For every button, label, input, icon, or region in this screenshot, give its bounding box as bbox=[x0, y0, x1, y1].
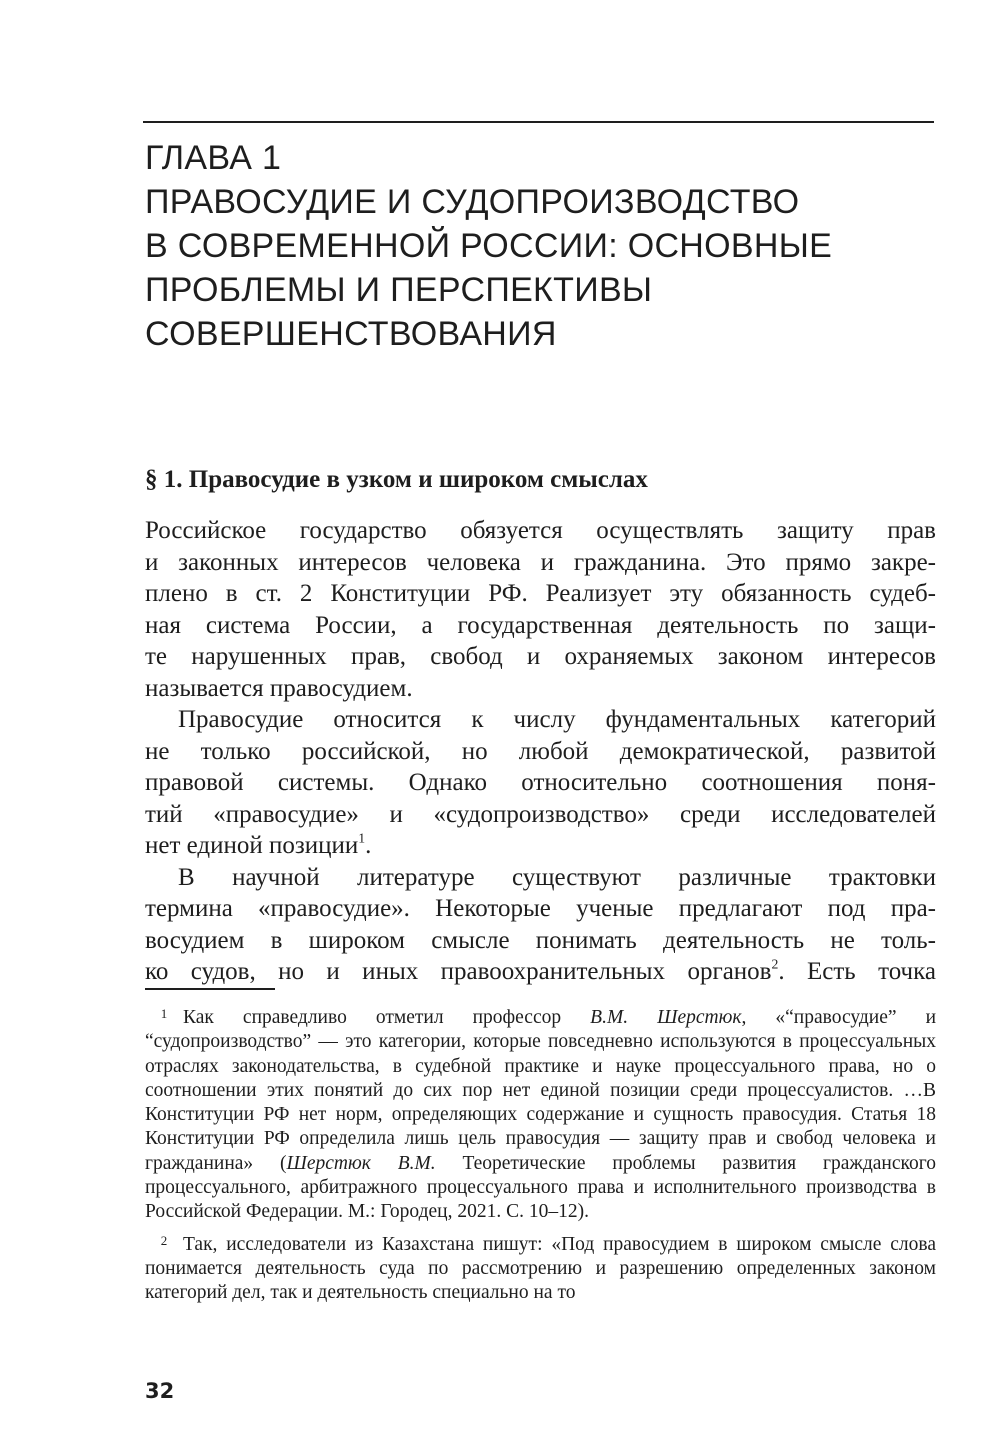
chapter-title-line: ПРОБЛЕМЫ И ПЕРСПЕКТИВЫ bbox=[145, 271, 653, 309]
text-line: правовой системы. Однако относительно соотношения поня- bbox=[145, 769, 936, 796]
chapter-title-line: ГЛАВА 1 bbox=[145, 139, 282, 177]
footnote-author: В.М. Шерстюк bbox=[590, 1007, 742, 1028]
footnote-text: Так, исследователи из Казахстана пишут: «Под правосудием в широком смысле слова понимается деятельность суда по рассмотрению и разрешению определенных законом категорий дел, так и деятельность специально на то bbox=[145, 1233, 936, 1304]
text-line: Российское государство обязуется осуществлять защиту прав bbox=[145, 517, 936, 544]
footnote-text: , «“правосудие” и “судопроизводство” — это категории, которые повседневно используются в процессуальных отраслях законодательства, в судебной практике и науке процессуального права, но о соотношении этих понятий до сих пор нет единой позиции среди процессуалистов. …В Конституции РФ нет норм, определяющих содержание и сущность правосудия. Статья 18 Конституции РФ определила лишь цель правосудия — защиту прав и свобод человека и гражданина» ( bbox=[145, 1007, 937, 1174]
text-line bbox=[145, 956, 936, 988]
text-line: плено в ст. 2 Конституции РФ. Реализует эту обязанность судеб- bbox=[145, 580, 936, 607]
paragraph-1 bbox=[145, 515, 936, 704]
section-heading: § 1. Правосудие в узком и широком смыслах bbox=[145, 466, 648, 493]
footnote-cite-author: Шерстюк В.М. bbox=[286, 1152, 436, 1174]
chapter-title-line: В СОВРЕМЕННОЙ РОССИИ: ОСНОВНЫЕ bbox=[145, 227, 833, 265]
text-line: В научной литературе существуют различные трактовки bbox=[178, 863, 936, 891]
text-line: восудием в широком смысле понимать деятельность не толь- bbox=[145, 926, 936, 954]
text-line: термина «правосудие». Некоторые ученые предлагают под пра- bbox=[145, 895, 936, 922]
footnotes bbox=[145, 1006, 936, 1306]
footnote-separator bbox=[145, 988, 275, 990]
chapter-title-line: СОВЕРШЕНСТВОВАНИЯ bbox=[145, 315, 557, 353]
text-line bbox=[145, 830, 936, 862]
footnote-1: 1 Как справедливо отметил профессор В.М. Шерстюк, «“правосудие” и “судопроизводство” — это категории, которые повседневно используются в процессуальных отраслях законодательства, в судебной практике и науке процессуального права, но о соотношении этих понятий до сих пор нет единой позиции среди процессуалистов. …В Конституции РФ нет норм, определяющих содержание и сущность правосудия. Статья 18 Конституции РФ определила лишь цель правосудия — защиту прав и свобод человека и гражданина» (Шерстюк В.М. Теоретические проблемы развития гражданского процессуального, арбитражного процессуального права и исполнительного производства в Российской Федерации. М.: Городец, 2021. С. 10–12). bbox=[145, 1006, 937, 1223]
footnote-text: Теоретические проблемы развития гражданского процессуального, арбитражного процессуального права и исполнительного производства в Российской Федерации. М.: Городец, 2021. С. 10–12). bbox=[145, 1152, 936, 1223]
text-fragment: нет единой позиции bbox=[145, 832, 359, 859]
footnote-ref-1[interactable]: 1 bbox=[358, 830, 366, 846]
footnote-ref-2[interactable]: 2 bbox=[771, 956, 779, 972]
text-line: и законных интересов человека и гражданина. Это прямо закре- bbox=[145, 548, 936, 576]
text-line: тий «правосудие» и «судопроизводство» среди исследователей bbox=[145, 800, 936, 828]
body-text bbox=[145, 515, 936, 988]
text-line: называется правосудием. bbox=[145, 674, 413, 702]
text-fragment: ко судов, но и иных правоохранительных органов bbox=[145, 958, 772, 985]
footnote-2: 2 Так, исследователи из Казахстана пишут: «Под правосудием в широком смысле слова понимается деятельность суда по рассмотрению и разрешению определенных законом категорий дел, так и деятельность специально на то bbox=[145, 1232, 936, 1304]
chapter-title bbox=[145, 136, 935, 356]
chapter-title-line: ПРАВОСУДИЕ И СУДОПРОИЗВОДСТВО bbox=[145, 183, 800, 221]
page-number: 32 bbox=[145, 1379, 175, 1403]
chapter-top-rule bbox=[143, 121, 934, 123]
text-line: ная система России, а государственная деятельность по защи- bbox=[145, 611, 936, 639]
text-line: те нарушенных прав, свобод и охраняемых законом интересов bbox=[145, 643, 936, 670]
paragraph-3 bbox=[145, 862, 936, 988]
footnote-text: Как справедливо отметил профессор bbox=[183, 1007, 591, 1028]
text-fragment: . bbox=[365, 832, 372, 859]
text-line: Правосудие относится к числу фундаментальных категорий bbox=[178, 706, 936, 733]
paragraph-2 bbox=[145, 704, 936, 862]
text-line: не только российской, но любой демократической, развитой bbox=[145, 737, 936, 765]
text-fragment: . Есть точка bbox=[778, 958, 936, 985]
